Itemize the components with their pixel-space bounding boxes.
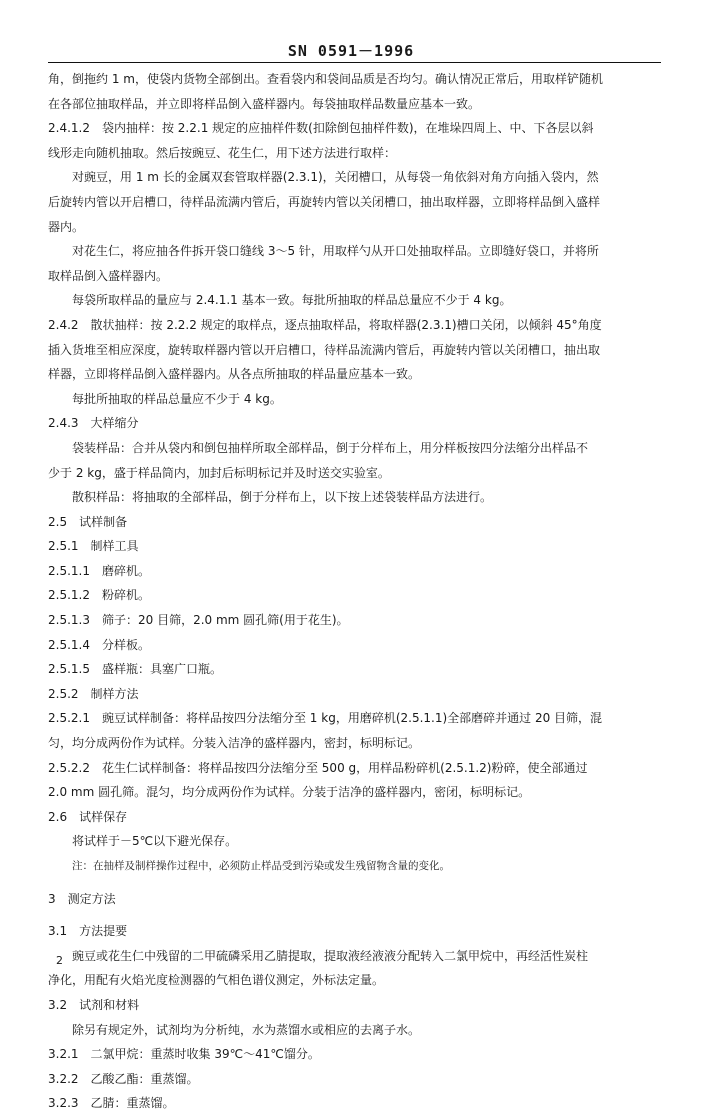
text-line: 后旋转内管以开启槽口，待样品流满内管后，再旋转内管以关闭槽口，抽出取样器，立即将样品倒入盛样 bbox=[48, 194, 601, 209]
clause-2-5-2: 2.5.2 制样方法 bbox=[48, 686, 139, 701]
standard-code-header: SN 0591－1996 bbox=[287, 42, 415, 60]
clause-2-5-1-3: 2.5.1.3 筛子：20 目筛，2.0 mm 圆孔筛(用于花生)。 bbox=[48, 613, 349, 628]
text-line: 角，倒拖约 1 m，使袋内货物全部倒出。查看袋内和袋间品质是否均匀。确认情况正常后，用取样铲随机 bbox=[48, 72, 603, 86]
text-line: 线形走向随机抽取。然后按豌豆、花生仁，用下述方法进行取样： bbox=[48, 145, 397, 160]
text-line: 净化，用配有火焰光度检测器的气相色谱仪测定，外标法定量。 bbox=[48, 973, 385, 988]
text-line: 在各部位抽取样品，并立即将样品倒入盛样器内。每袋抽取样品数量应基本一致。 bbox=[48, 96, 481, 111]
text-line: 2.0 mm 圆孔筛。混匀，均分成两份作为试样。分装于洁净的盛样器内，密闭，标明标记。 bbox=[48, 785, 531, 800]
clause-2-4-1-2: 2.4.1.2 袋内抽样：按 2.2.1 规定的应抽样件数(扣除倒包抽样件数)，在堆垛四周上、中、下各层以斜 bbox=[48, 121, 594, 136]
text-line: 除另有规定外，试剂均为分析纯，水为蒸馏水或相应的去离子水。 bbox=[72, 1022, 421, 1037]
text-line: 袋装样品：合并从袋内和倒包抽样所取全部样品，倒于分样布上，用分样板按四分法缩分出样品不 bbox=[72, 440, 589, 455]
clause-3-2: 3.2 试剂和材料 bbox=[48, 997, 140, 1012]
clause-3-1: 3.1 方法提要 bbox=[48, 924, 128, 939]
clause-2-5-2-2: 2.5.2.2 花生仁试样制备：将样品按四分法缩分至 500 g，用样品粉碎机(2.5.1.2)粉碎，使全部通过 bbox=[48, 760, 588, 775]
clause-3-2-1: 3.2.1 二氯甲烷：重蒸时收集 39℃～41℃馏分。 bbox=[48, 1047, 320, 1062]
section-3-heading: 3 测定方法 bbox=[48, 891, 116, 906]
clause-3-2-2: 3.2.2 乙酸乙酯：重蒸馏。 bbox=[48, 1071, 199, 1086]
section-2-5-heading: 2.5 试样制备 bbox=[48, 514, 128, 529]
text-line: 散积样品：将抽取的全部样品，倒于分样布上，以下按上述袋装样品方法进行。 bbox=[72, 490, 493, 505]
note-line: 注：在抽样及制样操作过程中，必须防止样品受到污染或发生残留物含量的变化。 bbox=[72, 860, 450, 872]
clause-2-4-2: 2.4.2 散状抽样：按 2.2.2 规定的取样点，逐点抽取样品，将取样器(2.3.1)槽口关闭，以倾斜 45°角度 bbox=[48, 317, 602, 332]
text-line: 少于 2 kg，盛于样品筒内，加封后标明标记并及时送交实验室。 bbox=[48, 465, 390, 480]
text-line: 对花生仁，将应抽各件拆开袋口缝线 3～5 针，用取样勺从开口处抽取样品。立即缝好袋口，并将所 bbox=[72, 244, 599, 259]
text-line: 插入货堆至相应深度，旋转取样器内管以开启槽口，待样品流满内管后，再旋转内管以关闭槽口，抽出取 bbox=[48, 342, 601, 357]
clause-3-2-3: 3.2.3 乙腈：重蒸馏。 bbox=[48, 1096, 175, 1111]
text-line: 匀，均分成两份作为试样。分装入洁净的盛样器内，密封，标明标记。 bbox=[48, 736, 421, 751]
clause-2-5-1: 2.5.1 制样工具 bbox=[48, 539, 139, 554]
clause-2-5-1-4: 2.5.1.4 分样板。 bbox=[48, 637, 150, 652]
text-line: 每批所抽取的样品总量应不少于 4 kg。 bbox=[72, 391, 282, 406]
spacer bbox=[48, 911, 661, 919]
spacer bbox=[48, 879, 661, 887]
clause-2-4-3: 2.4.3 大样缩分 bbox=[48, 416, 139, 431]
text-line: 取样品倒入盛样器内。 bbox=[48, 268, 169, 283]
clause-2-5-1-1: 2.5.1.1 磨碎机。 bbox=[48, 563, 150, 578]
text-line: 每袋所取样品的量应与 2.4.1.1 基本一致。每批所抽取的样品总量应不少于 4 kg。 bbox=[72, 293, 512, 308]
page-number: 2 bbox=[56, 954, 63, 967]
clause-2-5-2-1: 2.5.2.1 豌豆试样制备：将样品按四分法缩分至 1 kg，用磨碎机(2.5.1.1)全部磨碎并通过 20 目筛，混 bbox=[48, 711, 603, 726]
header-rule bbox=[48, 62, 661, 63]
clause-2-5-1-5: 2.5.1.5 盛样瓶：具塞广口瓶。 bbox=[48, 662, 222, 677]
text-line: 将试样于－5℃以下避光保存。 bbox=[72, 834, 238, 849]
clause-2-5-1-2: 2.5.1.2 粉碎机。 bbox=[48, 588, 150, 603]
document-body bbox=[48, 67, 661, 1116]
text-line: 对豌豆，用 1 m 长的金属双套管取样器(2.3.1)，关闭槽口，从每袋一角依斜对角方向插入袋内，然 bbox=[72, 170, 599, 185]
text-line: 器内。 bbox=[48, 219, 85, 234]
text-line: 样器，立即将样品倒入盛样器内。从各点所抽取的样品量应基本一致。 bbox=[48, 367, 421, 382]
text-line: 豌豆或花生仁中残留的二甲硫磷采用乙腈提取，提取液经液液分配转入二氯甲烷中，再经活性炭柱 bbox=[72, 948, 589, 963]
section-2-6-heading: 2.6 试样保存 bbox=[48, 809, 128, 824]
